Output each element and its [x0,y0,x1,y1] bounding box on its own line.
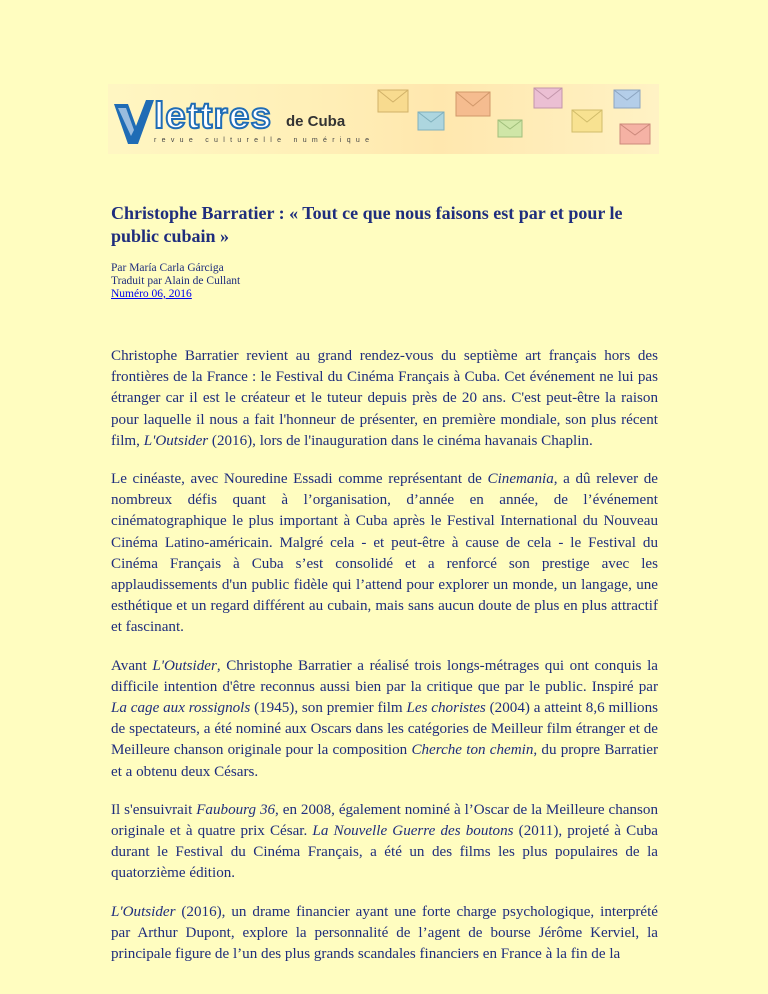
work-title: Faubourg 36 [196,801,276,818]
paragraph-text: (2016), lors de l'inauguration dans le cinéma havanais Chaplin. [208,432,593,449]
article-paragraph [111,800,658,885]
paragraph-text: , a dû relever de nombreux défis quant à l’organisation, d’année en année, de l’événement cinématographique le plus important à Cuba après le Festival International du Nouveau Cinéma Latino-américain. Malgré cela - et peut-être à cause de cela - le Festival du Cinéma Français à Cuba s’est consolidé et a renforcé son prestige avec les applaudissements d'un public fidèle qui l’attend pour explorer un monde, un langage, une esthétique et un regard différent au cubain, mais sans aucun doute de plus en plus attractif et fascinant. [111,471,658,636]
paragraph-text: (2004) a atteint 8,6 millions de spectateurs, a été nominé aux Oscars dans les catégories de Meilleur film étranger et de Meilleure chanson originale pour la composition [111,700,658,759]
envelope-icon [498,120,522,137]
envelope-icon [378,90,408,112]
envelope-icon [620,124,650,144]
envelope-icon [614,90,640,108]
envelope-icon [534,88,562,108]
work-title: Cinemania [487,471,554,488]
work-title: La Nouvelle Guerre des boutons [312,823,514,840]
article-paragraph [111,902,658,966]
article-paragraph [111,346,658,452]
logo-wordmark: lettres [154,95,273,136]
paragraph-text: Avant [111,657,153,674]
issue-link[interactable]: Numéro 06, 2016 [111,288,192,300]
paragraph-text: , du propre Barratier et a obtenu deux Césars. [111,742,658,780]
work-title: L'Outsider [152,657,217,674]
envelopes-decoration [358,84,658,154]
translator-line: Traduit par Alain de Cullant [111,275,241,287]
article-title: Christophe Barratier : « Tout ce que nous faisons est par et pour le public cubain » [111,203,623,246]
work-title: L'Outsider [111,903,176,920]
logo-v-icon [114,100,154,144]
paragraph-text: Le cinéaste, avec Nouredine Essadi comme représentant de [111,471,488,488]
envelope-icon [418,112,444,130]
logo-tagline: revue culturelle numérique [154,137,375,144]
envelope-icon [456,92,490,116]
paragraph-text: , en 2008, également nominé à l’Oscar de la Meilleure chanson originale et à quatre prix César. [111,801,658,840]
paragraph-text: (1945), son premier film [250,700,407,717]
article-body [111,346,658,982]
article-paragraph [111,469,658,639]
work-title: L'Outsider [143,432,209,449]
paragraph-text: , Christophe Barratier a réalisé trois longs-métrages qui ont conquis la difficile intention d'être reconnus aussi bien par la critique que par le public. Inspiré par [111,657,659,695]
paragraph-text: (2016), un drame financier ayant une forte charge psychologique, interprété par Arthur Dupont, explore la personnalité de l’agent de bourse Jérôme Kerviel, la principale figure de l’un des plus grands scandales financiers en France à la fin de la [111,903,658,963]
work-title: Les choristes [406,700,486,717]
article-meta [111,262,240,301]
logo-subtitle: de Cuba [286,113,346,130]
paragraph-text: Il s'ensuivrait [111,801,197,818]
header-banner[interactable] [108,84,659,154]
article-paragraph [111,656,658,783]
work-title: Cherche ton chemin [411,742,534,759]
author-line: Par María Carla Gárciga [111,262,224,274]
work-title: La cage aux rossignols [111,700,251,717]
paragraph-text: Christophe Barratier revient au grand rendez-vous du septième art français hors des frontières de la France : le Festival du Cinéma Français à Cuba. Cet événement ne lui pas étranger car il est le créateur et le tuteur depuis près de 20 ans. C'est peut-être la raison pour laquelle il nous a fait l'honneur de présenter, en première mondiale, son plus récent film, [111,348,658,449]
envelope-icon [572,110,602,132]
paragraph-text: (2011), projeté à Cuba durant le Festival du Cinéma Français, a été un des films les plus populaires de la quatorzième édition. [111,823,659,882]
